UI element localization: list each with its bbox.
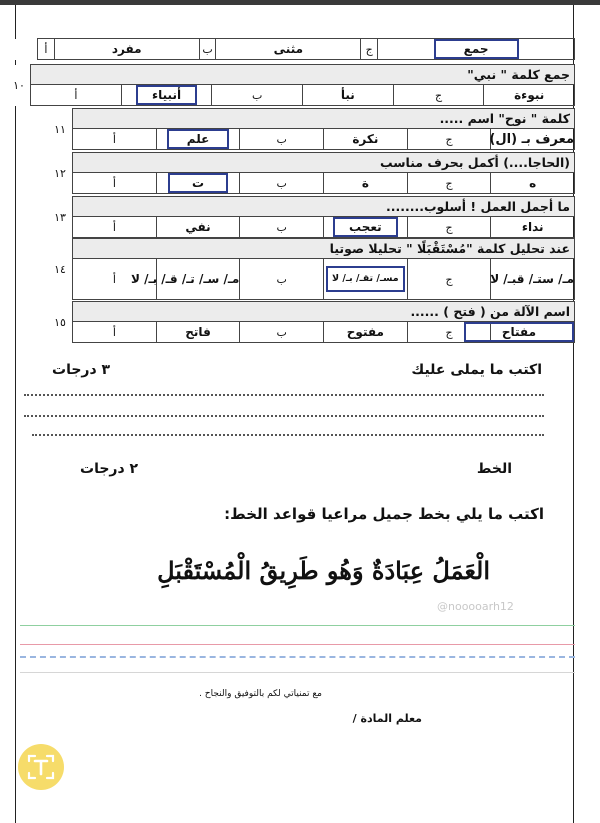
question-number: ١٢ [48, 153, 73, 194]
option-letter: ب [240, 259, 324, 300]
question-text: عند تحليل كلمة "مُسْتَقْبَلًا " تحليلا صوتيا [73, 239, 575, 259]
question-text: ما أجمل العمل ! أسلوب........ [73, 197, 575, 217]
option-letter: ج [361, 39, 378, 60]
question-15 [48, 301, 575, 343]
selected-answer-box: تعجب [333, 217, 398, 237]
question-text: جمع كلمة " نبي" [31, 65, 575, 85]
question-10 [8, 64, 575, 106]
option-b[interactable]: مفتوح [324, 322, 408, 343]
option-c[interactable]: نبوءة [484, 85, 575, 106]
option-a-cell[interactable] [156, 129, 240, 150]
option-c-cell[interactable] [378, 39, 575, 60]
option-letter: أ [73, 322, 157, 343]
question-number: ١١ [48, 109, 73, 150]
question-11 [48, 108, 575, 150]
scanner-text-icon [25, 751, 57, 783]
dictation-score: ٣ درجات [52, 362, 111, 378]
option-c[interactable]: نداء [491, 217, 575, 238]
option-letter: أ [73, 259, 157, 300]
option-b-cell[interactable] [324, 217, 408, 238]
option-b[interactable]: ة [324, 173, 408, 194]
option-letter: أ [73, 217, 157, 238]
option-b-cell[interactable] [324, 259, 408, 300]
selected-answer-box: مسـ/ تقـ/ بـ/ لا [326, 266, 405, 292]
selected-answer-box: مفتاح [464, 322, 574, 342]
handwriting-title: الخط [476, 461, 512, 477]
option-a[interactable]: مفرد [54, 39, 199, 60]
option-letter: أ [73, 173, 157, 194]
question-14 [48, 238, 575, 300]
option-c[interactable]: مـ/ ستـ/ قبـ/ لا [491, 259, 575, 300]
option-letter: أ [37, 39, 54, 60]
option-letter: ب [240, 217, 324, 238]
practice-line-top [20, 625, 575, 626]
question-number: ١٣ [48, 197, 73, 238]
practice-line-bottom [20, 672, 575, 673]
writing-line[interactable] [32, 434, 544, 436]
option-a[interactable]: فاتح [156, 322, 240, 343]
option-b[interactable]: نكرة [324, 129, 408, 150]
option-b[interactable]: نبأ [303, 85, 394, 106]
handwriting-sentence: الْعَمَلُ عِبَادَةٌ وَهُو طَرِيقُ الْمُسْتَقْبَلِ [157, 556, 490, 585]
option-letter: ب [199, 39, 216, 60]
option-c[interactable]: ه [491, 173, 575, 194]
option-letter: ب [240, 322, 324, 343]
option-letter: ج [393, 85, 484, 106]
writing-line[interactable] [24, 415, 544, 417]
handwriting-instruction: اكتب ما يلي بخط جميل مراعيا قواعد الخط: [224, 505, 544, 523]
selected-answer-box: ت [168, 173, 228, 193]
selected-answer-box: أنبياء [136, 85, 197, 105]
top-bar [0, 0, 600, 5]
question-9-options [8, 38, 575, 60]
question-text: كلمة " نوح" اسم ..... [73, 109, 575, 129]
option-c-cell[interactable] [491, 322, 575, 343]
option-letter: أ [73, 129, 157, 150]
writing-line[interactable] [24, 394, 544, 396]
practice-line-middle [20, 644, 575, 645]
dictation-instruction: اكتب ما يملى عليك [411, 362, 542, 378]
selected-answer-box: جمع [434, 39, 519, 59]
option-a[interactable]: مـ/ سـ/ تـ/ قـ/ بـ/ لا [156, 259, 240, 300]
question-number: ١٤ [48, 239, 73, 300]
option-letter: ج [407, 217, 491, 238]
footer-wishes: مع تمنياتي لكم بالتوفيق والنجاح . [199, 689, 322, 699]
option-letter: ب [212, 85, 303, 106]
question-text: (الحاجا....) أكمل بحرف مناسب [73, 153, 575, 173]
question-text: اسم الآلة من ( فتح ) ...... [73, 302, 575, 322]
option-letter: ب [240, 173, 324, 194]
option-a-cell[interactable] [156, 173, 240, 194]
option-letter: أ [31, 85, 122, 106]
question-13 [48, 196, 575, 238]
question-12 [48, 152, 575, 194]
footer-teacher: معلم المادة / [352, 712, 422, 725]
option-letter: ب [240, 129, 324, 150]
option-c[interactable]: معرف بـ (ال) [491, 129, 575, 150]
option-letter: ج [407, 259, 491, 300]
option-letter: ج [407, 129, 491, 150]
watermark: @nooooarh12 [437, 600, 514, 613]
option-letter: ج [407, 173, 491, 194]
option-b[interactable]: مثنى [216, 39, 361, 60]
page-border-left [15, 5, 16, 823]
question-number: ١٥ [48, 302, 73, 343]
practice-line-dashed [20, 656, 575, 658]
question-number: ١٠ [8, 65, 31, 106]
selected-answer-box: علم [167, 129, 230, 149]
handwriting-score: ٢ درجات [80, 461, 139, 477]
option-a-cell[interactable] [121, 85, 212, 106]
app-badge[interactable] [18, 744, 64, 790]
option-a[interactable]: نفي [156, 217, 240, 238]
option-letter: ج [407, 322, 491, 343]
